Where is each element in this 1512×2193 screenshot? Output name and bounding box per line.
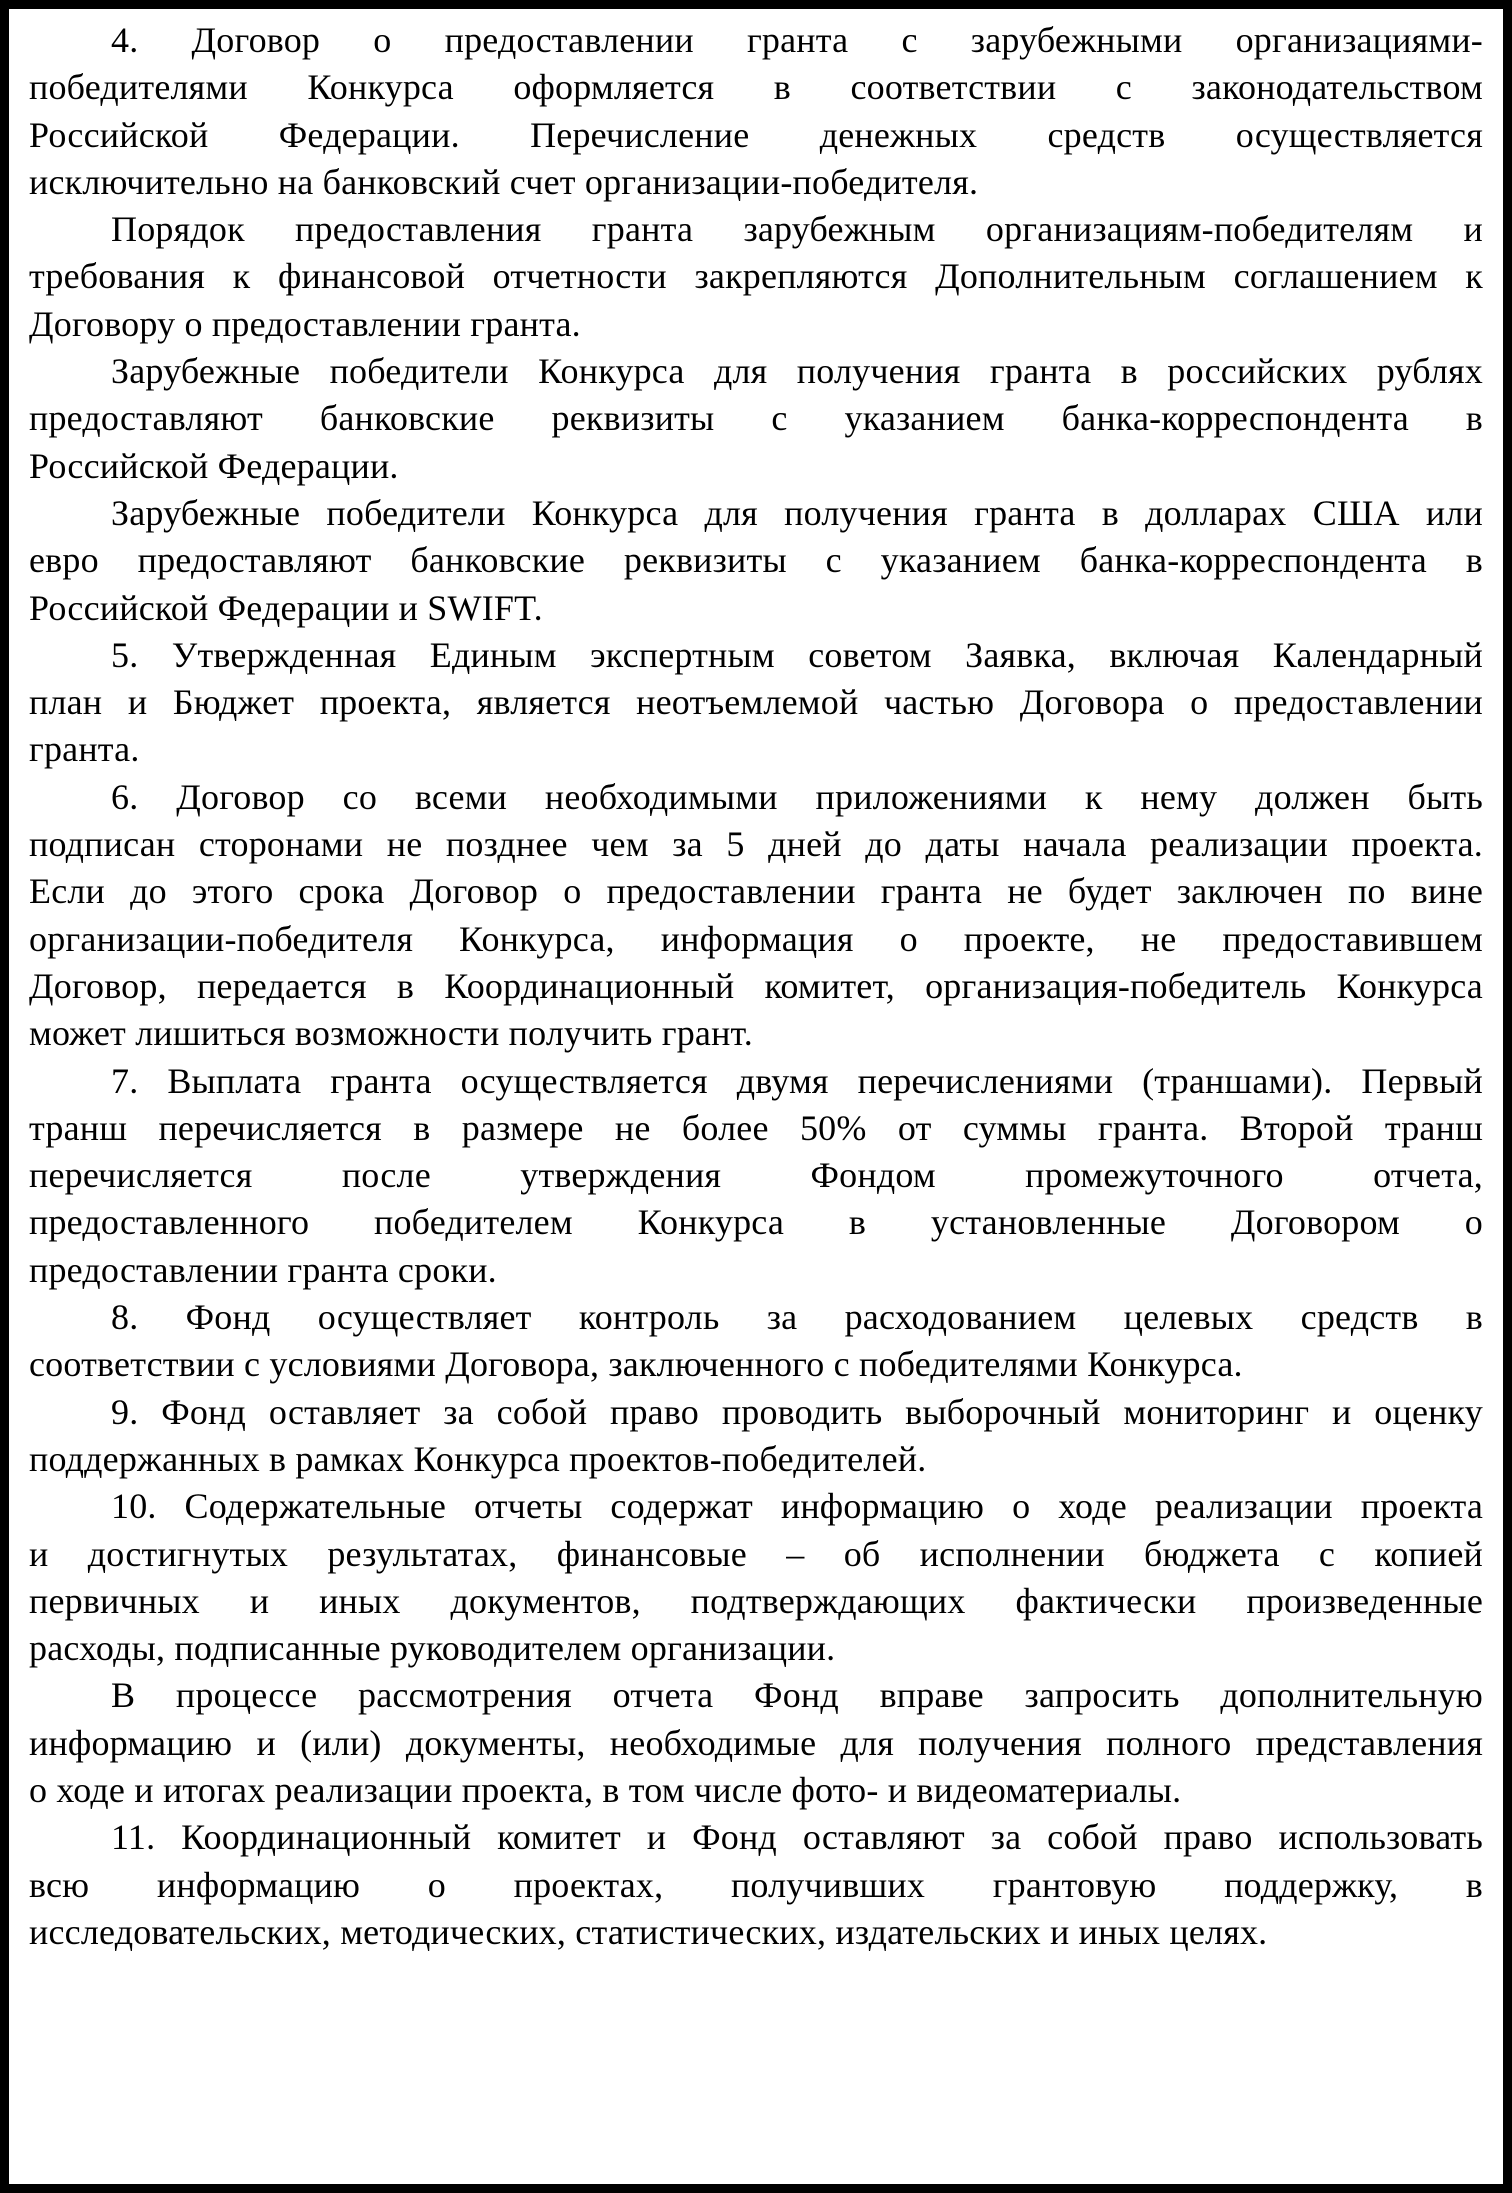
text-line: Российской Федерации. Перечисление денежных средств осуществляется <box>29 114 1483 155</box>
text-line: соответствии с условиями Договора, заключенного с победителями Конкурса. <box>29 1344 1243 1385</box>
text-line: всю информацию о проектах, получивших грантовую поддержку, в <box>29 1864 1483 1905</box>
text-line: исключительно на банковский счет организации-победителя. <box>29 161 979 202</box>
text-line: о ходе и итогах реализации проекта, в том числе фото- и видеоматериалы. <box>29 1769 1182 1810</box>
paragraph <box>29 1389 1483 1484</box>
paragraph <box>29 632 1483 774</box>
text-line: В процессе рассмотрения отчета Фонд вправе запросить дополнительную <box>111 1675 1483 1716</box>
text-line: подписан сторонами не позднее чем за 5 дней до даты начала реализации проекта. <box>29 824 1483 865</box>
text-line: предоставленного победителем Конкурса в установленные Договором о <box>29 1202 1483 1243</box>
text-line: победителями Конкурса оформляется в соответствии с законодательством <box>29 67 1483 108</box>
text-line: Порядок предоставления гранта зарубежным организациям-победителям и <box>111 209 1483 250</box>
paragraph <box>29 1058 1483 1294</box>
text-line: расходы, подписанные руководителем организации. <box>29 1628 836 1669</box>
paragraph <box>29 17 1483 206</box>
text-line: Зарубежные победители Конкурса для получения гранта в долларах США или <box>111 492 1483 533</box>
text-line: 10. Содержательные отчеты содержат информацию о ходе реализации проекта <box>111 1486 1483 1527</box>
text-line: организации-победителя Конкурса, информация о проекте, не предоставившем <box>29 918 1483 959</box>
text-line: 9. Фонд оставляет за собой право проводить выборочный мониторинг и оценку <box>111 1391 1483 1432</box>
text-line: перечисляется после утверждения Фондом промежуточного отчета, <box>29 1155 1483 1196</box>
text-line: план и Бюджет проекта, является неотъемлемой частью Договора о предоставлении <box>29 682 1483 723</box>
text-line: 6. Договор со всеми необходимыми приложениями к нему должен быть <box>111 776 1483 817</box>
text-line: Российской Федерации и SWIFT. <box>29 587 543 628</box>
text-line: требования к финансовой отчетности закрепляются Дополнительным соглашением к <box>29 256 1483 297</box>
document-text-body <box>9 9 1503 2184</box>
text-line: 11. Координационный комитет и Фонд оставляют за собой право использовать <box>111 1817 1483 1858</box>
text-line: Договору о предоставлении гранта. <box>29 303 581 344</box>
text-line: Российской Федерации. <box>29 445 399 486</box>
paragraph <box>29 490 1483 632</box>
text-line: информацию и (или) документы, необходимые для получения полного представления <box>29 1722 1483 1763</box>
paragraph <box>29 1814 1483 1956</box>
text-line: 5. Утвержденная Единым экспертным советом Заявка, включая Календарный <box>111 634 1483 675</box>
text-line: гранта. <box>29 729 140 770</box>
text-line: 4. Договор о предоставлении гранта с зарубежными организациями- <box>111 20 1483 60</box>
text-line: Договор, передается в Координационный комитет, организация-победитель Конкурса <box>29 965 1483 1006</box>
text-line: первичных и иных документов, подтверждающих фактически произведенные <box>29 1580 1483 1621</box>
text-line: 8. Фонд осуществляет контроль за расходованием целевых средств в <box>111 1297 1483 1338</box>
text-line: может лишиться возможности получить грант. <box>29 1013 753 1054</box>
text-line: евро предоставляют банковские реквизиты с указанием банка-корреспондента в <box>29 540 1483 581</box>
text-line: предоставляют банковские реквизиты с указанием банка-корреспондента в <box>29 398 1483 439</box>
text-line: Зарубежные победители Конкурса для получения гранта в российских рублях <box>111 351 1483 392</box>
text-line: Если до этого срока Договор о предоставлении гранта не будет заключен по вине <box>29 871 1483 912</box>
text-line: транш перечисляется в размере не более 50% от суммы гранта. Второй транш <box>29 1107 1483 1148</box>
paragraph <box>29 348 1483 490</box>
paragraph <box>29 206 1483 348</box>
paragraph <box>29 1294 1483 1389</box>
paragraph <box>29 774 1483 1058</box>
text-line: 7. Выплата гранта осуществляется двумя перечислениями (траншами). Первый <box>111 1060 1483 1101</box>
paragraph <box>29 1672 1483 1814</box>
text-line: исследовательских, методических, статистических, издательских и иных целях. <box>29 1911 1268 1952</box>
text-line: и достигнутых результатах, финансовые – об исполнении бюджета с копией <box>29 1533 1483 1574</box>
text-line: предоставлении гранта сроки. <box>29 1249 497 1290</box>
text-line: поддержанных в рамках Конкурса проектов-победителей. <box>29 1438 927 1479</box>
paragraph <box>29 1483 1483 1672</box>
